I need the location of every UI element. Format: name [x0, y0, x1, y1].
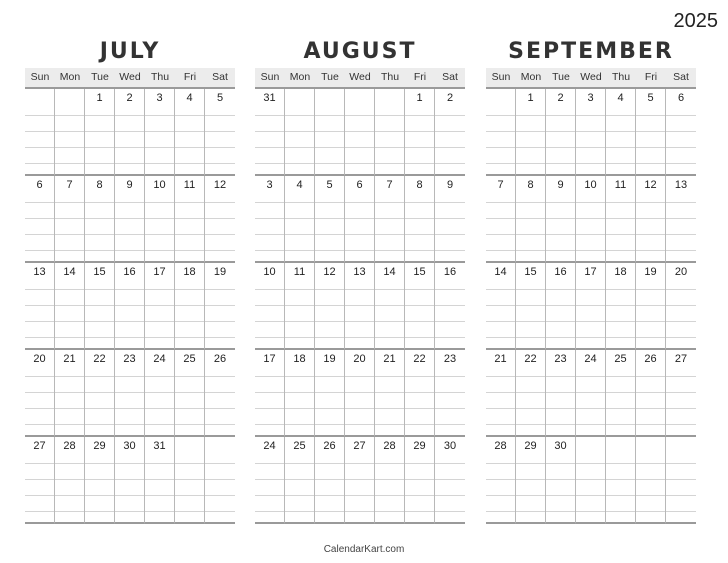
day-number: 3	[587, 92, 594, 104]
day-cell	[255, 350, 285, 437]
month-title: SEPTEMBER	[508, 39, 674, 64]
day-cell	[435, 437, 465, 524]
day-number: 23	[123, 353, 136, 365]
day-cell	[606, 176, 636, 263]
day-cell	[255, 89, 285, 176]
day-number: 8	[416, 179, 423, 191]
day-number: 31	[263, 92, 276, 104]
day-number: 13	[353, 266, 366, 278]
day-number: 7	[497, 179, 504, 191]
day-cell	[666, 263, 696, 350]
day-number: 6	[677, 92, 685, 104]
day-cell	[375, 350, 405, 437]
day-cell	[285, 89, 315, 176]
day-number: 21	[494, 353, 507, 365]
day-cell	[25, 176, 55, 263]
day-number: 7	[66, 179, 73, 191]
day-cell	[606, 263, 636, 350]
day-number: 5	[326, 179, 333, 191]
day-cell	[285, 263, 315, 350]
day-cell	[636, 437, 666, 524]
day-number: 16	[443, 266, 457, 278]
day-cell	[606, 89, 636, 176]
day-cell	[285, 350, 315, 437]
day-number: 30	[123, 440, 136, 452]
day-cell	[345, 350, 375, 437]
day-number: 1	[96, 92, 103, 104]
day-number: 18	[293, 353, 306, 365]
day-number: 23	[443, 353, 457, 365]
day-number: 14	[494, 266, 507, 278]
day-number: 15	[93, 266, 106, 278]
day-number: 22	[93, 353, 106, 365]
day-cell	[175, 176, 205, 263]
day-number: 19	[644, 266, 657, 278]
day-number: 10	[584, 179, 597, 191]
day-cell	[85, 263, 115, 350]
day-cell	[435, 176, 465, 263]
day-cell	[486, 263, 516, 350]
day-number: 23	[554, 353, 567, 365]
day-cell	[405, 176, 435, 263]
day-cell	[205, 263, 235, 350]
day-number: 15	[413, 266, 426, 278]
weekday-fri: Fri	[644, 71, 658, 83]
year-label: 2025	[673, 10, 718, 32]
day-cell	[666, 437, 696, 524]
day-number: 25	[293, 440, 306, 452]
day-cell	[345, 437, 375, 524]
day-number: 8	[96, 179, 103, 191]
month-july	[25, 38, 235, 524]
day-number: 27	[674, 353, 688, 365]
day-cell	[55, 263, 85, 350]
day-number: 26	[644, 353, 657, 365]
day-cell	[345, 176, 375, 263]
day-number: 25	[183, 353, 196, 365]
month-september	[486, 38, 696, 524]
day-cell	[405, 437, 435, 524]
day-number: 20	[33, 353, 46, 365]
weekday-sat: Sat	[212, 71, 228, 83]
weekday-thu: Thu	[380, 71, 400, 83]
day-number: 29	[93, 440, 106, 452]
weekday-wed: Wed	[580, 71, 602, 83]
day-number: 18	[183, 266, 196, 278]
day-cell	[576, 263, 606, 350]
day-number: 29	[413, 440, 426, 452]
day-cell	[145, 263, 175, 350]
day-cell	[486, 176, 516, 263]
weekday-sun: Sun	[491, 71, 511, 83]
day-cell	[145, 176, 175, 263]
day-cell	[636, 350, 666, 437]
day-number: 4	[617, 92, 624, 104]
weekday-mon: Mon	[59, 71, 81, 83]
day-number: 21	[383, 353, 396, 365]
day-number: 22	[524, 353, 537, 365]
day-cell	[606, 437, 636, 524]
day-cell	[205, 437, 235, 524]
day-cell	[25, 350, 55, 437]
day-grid	[255, 89, 465, 524]
day-cell	[435, 263, 465, 350]
day-cell	[546, 350, 576, 437]
day-number: 12	[213, 179, 227, 191]
day-cell	[315, 176, 345, 263]
day-cell	[546, 89, 576, 176]
day-number: 8	[527, 179, 534, 191]
day-cell	[25, 89, 55, 176]
day-cell	[486, 350, 516, 437]
weekday-fri: Fri	[183, 71, 197, 83]
day-cell	[205, 89, 235, 176]
day-cell	[636, 176, 666, 263]
day-cell	[636, 263, 666, 350]
day-number: 18	[614, 266, 627, 278]
day-cell	[145, 350, 175, 437]
day-cell	[85, 437, 115, 524]
day-number: 20	[674, 266, 688, 278]
day-number: 11	[183, 179, 196, 191]
day-cell	[636, 89, 666, 176]
day-cell	[255, 437, 285, 524]
day-cell	[666, 350, 696, 437]
day-cell	[576, 350, 606, 437]
day-grid	[25, 89, 235, 524]
day-number: 16	[123, 266, 136, 278]
day-number: 12	[644, 179, 657, 191]
day-cell	[175, 437, 205, 524]
day-number: 9	[557, 179, 564, 191]
day-cell	[115, 437, 145, 524]
day-number: 26	[213, 353, 227, 365]
day-number: 20	[353, 353, 366, 365]
day-number: 1	[527, 92, 534, 104]
day-cell	[375, 89, 405, 176]
day-number: 16	[554, 266, 567, 278]
day-cell	[175, 350, 205, 437]
day-cell	[255, 176, 285, 263]
day-cell	[405, 350, 435, 437]
day-cell	[345, 263, 375, 350]
weekday-wed: Wed	[119, 71, 141, 83]
day-cell	[25, 263, 55, 350]
day-cell	[516, 89, 546, 176]
weekday-tue: Tue	[321, 71, 339, 83]
day-number: 11	[614, 179, 627, 191]
day-number: 2	[446, 92, 454, 104]
day-number: 10	[153, 179, 166, 191]
day-number: 31	[153, 440, 166, 452]
day-number: 13	[33, 266, 46, 278]
day-cell	[576, 437, 606, 524]
day-cell	[285, 176, 315, 263]
weekday-mon: Mon	[289, 71, 311, 83]
day-number: 22	[413, 353, 426, 365]
day-number: 9	[126, 179, 133, 191]
day-number: 24	[153, 353, 166, 365]
day-cell	[205, 176, 235, 263]
day-cell	[516, 350, 546, 437]
day-cell	[55, 176, 85, 263]
day-cell	[576, 89, 606, 176]
day-cell	[145, 437, 175, 524]
day-cell	[315, 263, 345, 350]
day-cell	[516, 263, 546, 350]
weekday-wed: Wed	[349, 71, 371, 83]
footer-credit: CalendarKart.com	[323, 544, 405, 555]
day-cell	[85, 89, 115, 176]
weekday-tue: Tue	[91, 71, 109, 83]
day-number: 5	[216, 92, 224, 104]
weekday-header	[255, 68, 465, 89]
day-number: 13	[674, 179, 688, 191]
weekday-sun: Sun	[260, 71, 280, 83]
weekday-header	[25, 68, 235, 89]
day-number: 21	[63, 353, 76, 365]
day-cell	[25, 437, 55, 524]
day-cell	[606, 350, 636, 437]
day-number: 28	[494, 440, 507, 452]
day-cell	[546, 176, 576, 263]
day-grid	[486, 89, 696, 524]
day-cell	[435, 350, 465, 437]
day-cell	[115, 89, 145, 176]
day-number: 24	[263, 440, 276, 452]
day-cell	[405, 89, 435, 176]
day-number: 25	[614, 353, 627, 365]
day-number: 30	[554, 440, 567, 452]
weekday-thu: Thu	[150, 71, 170, 83]
month-august	[255, 38, 465, 524]
day-cell	[315, 437, 345, 524]
day-cell	[55, 89, 85, 176]
day-cell	[435, 89, 465, 176]
day-number: 1	[416, 92, 423, 104]
day-cell	[666, 89, 696, 176]
day-number: 4	[186, 92, 193, 104]
weekday-tue: Tue	[552, 71, 570, 83]
day-number: 3	[156, 92, 163, 104]
day-cell	[315, 350, 345, 437]
weekday-thu: Thu	[611, 71, 631, 83]
day-cell	[486, 89, 516, 176]
day-number: 6	[356, 179, 363, 191]
day-number: 2	[126, 92, 133, 104]
day-number: 19	[213, 266, 227, 278]
day-cell	[285, 437, 315, 524]
day-cell	[486, 437, 516, 524]
day-number: 15	[524, 266, 537, 278]
day-number: 29	[524, 440, 537, 452]
day-cell	[115, 263, 145, 350]
day-number: 17	[153, 266, 166, 278]
day-cell	[205, 350, 235, 437]
day-number: 5	[647, 92, 654, 104]
day-number: 14	[63, 266, 76, 278]
day-cell	[115, 350, 145, 437]
weekday-mon: Mon	[520, 71, 542, 83]
day-cell	[175, 263, 205, 350]
day-cell	[85, 350, 115, 437]
day-number: 30	[443, 440, 457, 452]
day-number: 4	[296, 179, 303, 191]
day-number: 28	[383, 440, 396, 452]
day-cell	[175, 89, 205, 176]
weekday-sun: Sun	[30, 71, 50, 83]
day-number: 17	[584, 266, 597, 278]
month-title: JULY	[99, 39, 161, 64]
day-cell	[516, 176, 546, 263]
day-number: 9	[446, 179, 454, 191]
day-number: 11	[293, 266, 306, 278]
weekday-header	[486, 68, 696, 89]
day-number: 3	[266, 179, 273, 191]
day-cell	[375, 263, 405, 350]
weekday-fri: Fri	[413, 71, 427, 83]
day-number: 27	[353, 440, 366, 452]
day-cell	[666, 176, 696, 263]
day-number: 6	[36, 179, 43, 191]
day-number: 19	[323, 353, 336, 365]
day-number: 17	[263, 353, 276, 365]
day-cell	[546, 263, 576, 350]
day-cell	[315, 89, 345, 176]
day-cell	[115, 176, 145, 263]
day-cell	[405, 263, 435, 350]
weekday-sat: Sat	[442, 71, 458, 83]
day-cell	[375, 437, 405, 524]
day-cell	[55, 350, 85, 437]
day-number: 28	[63, 440, 76, 452]
day-number: 26	[323, 440, 336, 452]
day-cell	[375, 176, 405, 263]
day-cell	[516, 437, 546, 524]
day-number: 2	[557, 92, 564, 104]
day-number: 14	[383, 266, 396, 278]
weekday-sat: Sat	[673, 71, 689, 83]
day-cell	[255, 263, 285, 350]
day-number: 27	[33, 440, 46, 452]
day-cell	[145, 89, 175, 176]
month-title: AUGUST	[303, 39, 417, 64]
day-cell	[85, 176, 115, 263]
day-number: 24	[584, 353, 597, 365]
day-cell	[576, 176, 606, 263]
day-number: 7	[386, 179, 393, 191]
day-number: 12	[323, 266, 336, 278]
day-number: 10	[263, 266, 276, 278]
day-cell	[345, 89, 375, 176]
day-cell	[546, 437, 576, 524]
day-cell	[55, 437, 85, 524]
